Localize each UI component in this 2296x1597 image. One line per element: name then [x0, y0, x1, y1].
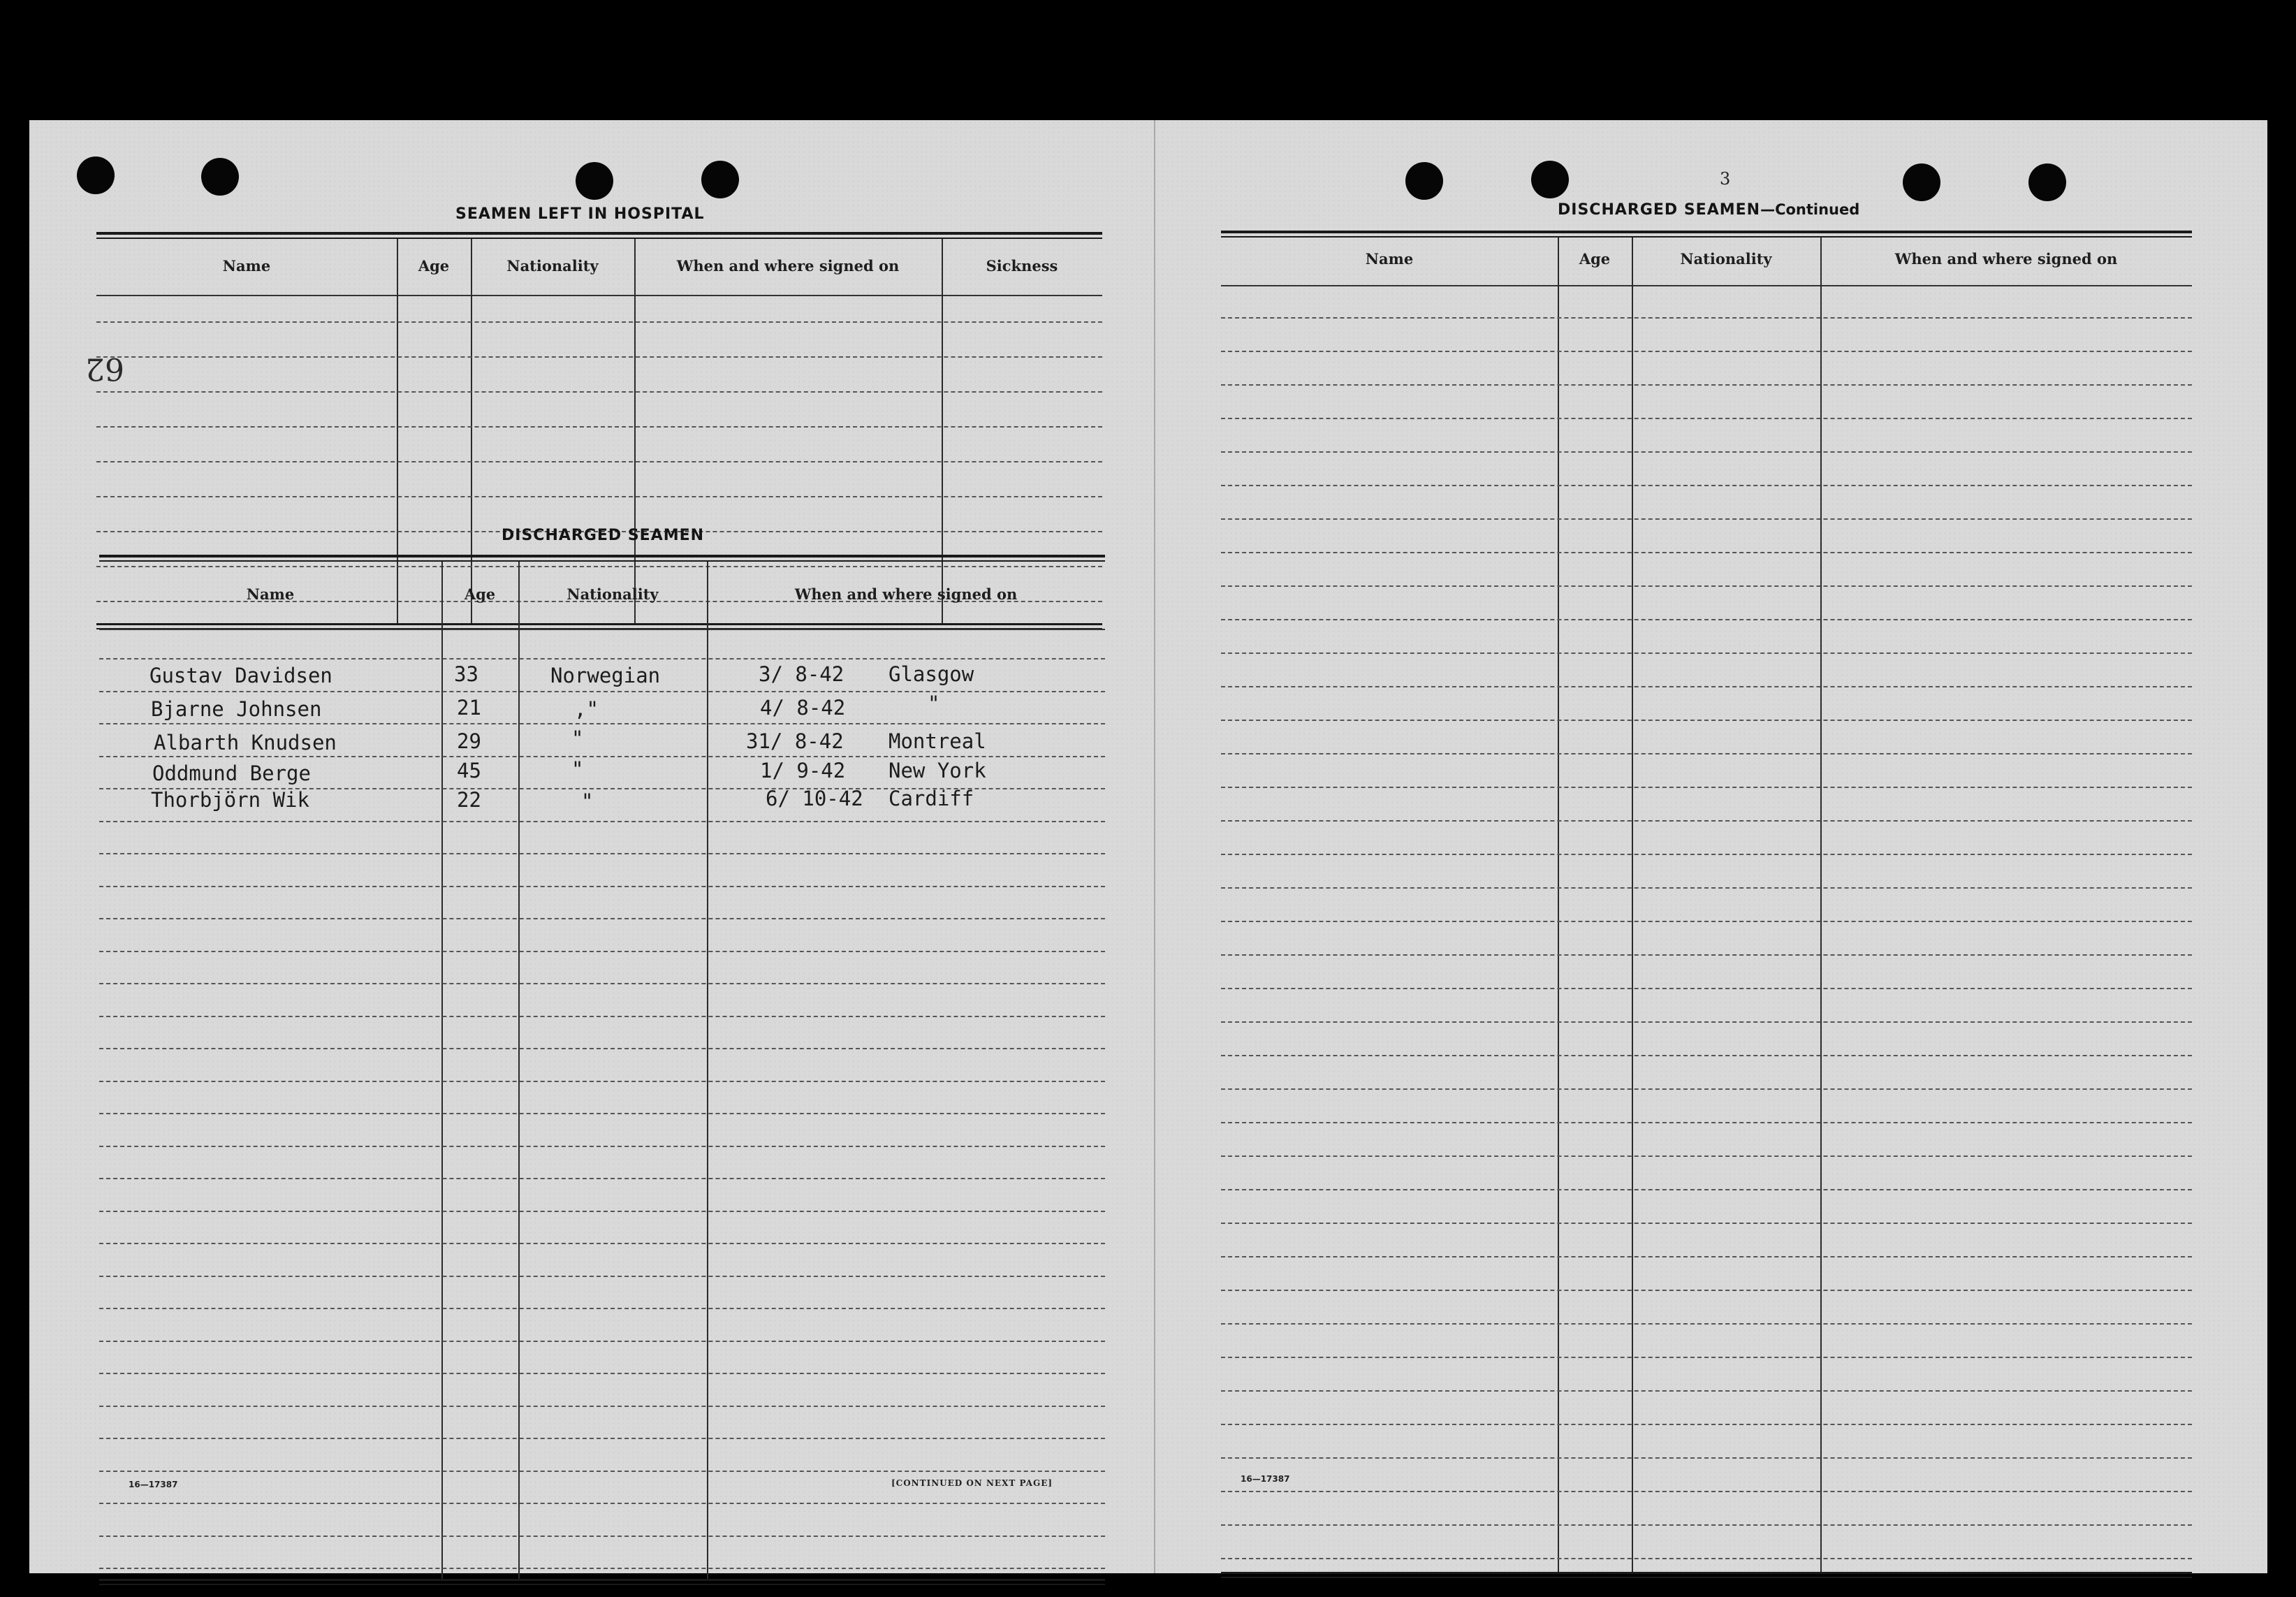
table-rule: [99, 1373, 1105, 1374]
seaman-age: 29: [457, 729, 481, 753]
signed-on-place: Glasgow: [889, 662, 974, 686]
punch-hole: [576, 162, 613, 200]
table-rule: [1221, 317, 2192, 319]
table-rule: [99, 1471, 1105, 1472]
seaman-name: Bjarne Johnsen: [151, 697, 322, 721]
seaman-nationality: ": [581, 789, 594, 813]
column-header-name: Name: [1365, 250, 1414, 268]
table-rule: [1221, 1088, 2192, 1090]
table-rule: [99, 1503, 1105, 1504]
column-header-age: Age: [1579, 250, 1611, 268]
table-rule: [1221, 1577, 2192, 1578]
discharged-continued-table: [1221, 231, 2192, 1586]
table-rule: [99, 1276, 1105, 1277]
table-rule: [99, 1584, 1105, 1585]
punch-hole: [1903, 163, 1940, 201]
punch-hole: [701, 161, 739, 198]
seaman-name: Albarth Knudsen: [154, 731, 337, 754]
table-rule: [99, 1146, 1105, 1147]
section-title-main: DISCHARGED SEAMEN: [1558, 201, 1761, 219]
seaman-age: 22: [457, 788, 481, 812]
table-rule: [1221, 1424, 2192, 1425]
table-rule: [1221, 887, 2192, 889]
table-rule: [99, 886, 1105, 887]
column-divider: [707, 562, 708, 1579]
table-rule: [1221, 820, 2192, 822]
table-rule: [99, 821, 1105, 822]
signed-on-date: 31/ 8-42: [746, 729, 844, 753]
left-page: [29, 120, 1155, 1573]
column-header-signed-on: When and where signed on: [676, 257, 900, 275]
table-rule: [96, 496, 1102, 497]
column-header-signed-on: When and where signed on: [794, 585, 1018, 603]
column-header-sickness: Sickness: [986, 257, 1058, 275]
table-rule: [1221, 552, 2192, 553]
table-rule: [96, 461, 1102, 462]
column-header-nationality: Nationality: [506, 257, 599, 275]
seaman-nationality: ": [571, 757, 584, 781]
signed-on-date: 6/ 10-42: [766, 787, 863, 810]
table-rule: [99, 1579, 1105, 1581]
seaman-nationality: ,": [574, 697, 599, 721]
column-divider: [441, 562, 443, 1579]
table-rule: [1221, 451, 2192, 453]
table-rule: [99, 658, 1105, 659]
signed-on-date: 4/ 8-42: [760, 696, 846, 720]
table-rule: [1221, 351, 2192, 352]
table-rule: [1221, 753, 2192, 754]
table-rule: [99, 1113, 1105, 1114]
column-header-nationality: Nationality: [566, 585, 659, 603]
table-rule: [1221, 1390, 2192, 1392]
signed-on-place: New York: [889, 759, 986, 782]
hospital-section-title: SEAMEN LEFT IN HOSPITAL: [455, 205, 705, 223]
table-rule: [1221, 1055, 2192, 1056]
table-rule: [1221, 585, 2192, 587]
punch-hole: [1531, 161, 1569, 198]
signed-on-date: 1/ 9-42: [760, 759, 846, 782]
signed-on-place: ": [928, 692, 940, 715]
column-header-age: Age: [418, 257, 450, 275]
form-number: 16—17387: [1241, 1474, 1290, 1484]
section-title-suffix: —Continued: [1760, 201, 1860, 218]
table-rule: [99, 723, 1105, 724]
table-rule: [99, 756, 1105, 757]
table-rule: [99, 788, 1105, 789]
right-page: [1155, 120, 2267, 1573]
table-rule: [99, 1243, 1105, 1244]
table-rule: [99, 691, 1105, 692]
table-rule: [1221, 1457, 2192, 1459]
seaman-name: Oddmund Berge: [152, 761, 311, 785]
seaman-nationality: Norwegian: [550, 664, 661, 687]
discharged-table: [99, 555, 1105, 1484]
column-header-age: Age: [464, 585, 496, 603]
table-rule: [99, 1308, 1105, 1309]
table-rule: [99, 853, 1105, 854]
column-header-name: Name: [222, 257, 271, 275]
table-rule: [1221, 1223, 2192, 1224]
continued-note: [CONTINUED ON NEXT PAGE]: [891, 1478, 1053, 1488]
table-rule: [99, 1178, 1105, 1179]
table-rule: [1221, 1558, 2192, 1559]
table-rule: [1221, 1021, 2192, 1023]
table-rule: [1221, 418, 2192, 419]
discharged-continued-title: [1558, 201, 1859, 219]
table-rule: [1221, 384, 2192, 386]
table-rule: [1221, 1323, 2192, 1325]
table-rule: [96, 295, 1102, 296]
seaman-age: 21: [457, 696, 481, 720]
table-rule: [1221, 1357, 2192, 1358]
table-rule: [96, 356, 1102, 358]
signed-on-place: Montreal: [889, 729, 986, 753]
table-rule: [1221, 921, 2192, 922]
table-rule: [1221, 619, 2192, 620]
table-rule: [1221, 1122, 2192, 1123]
table-rule: [96, 321, 1102, 323]
table-rule: [99, 1536, 1105, 1537]
table-rule: [99, 1081, 1105, 1082]
table-rule: [99, 1438, 1105, 1439]
column-divider: [518, 562, 520, 1579]
seaman-nationality: ": [571, 727, 584, 750]
table-rule: [1221, 1189, 2192, 1190]
table-rule: [99, 951, 1105, 952]
table-rule: [99, 1016, 1105, 1017]
signed-on-place: Cardiff: [889, 787, 974, 810]
table-rule: [1221, 1524, 2192, 1526]
table-rule: [1221, 1155, 2192, 1157]
table-rule: [99, 918, 1105, 919]
table-rule: [1221, 652, 2192, 654]
column-divider: [1820, 238, 1822, 1572]
table-rule: [99, 1568, 1105, 1569]
table-rule: [99, 1341, 1105, 1342]
punch-hole: [1405, 162, 1443, 200]
table-rule: [1221, 1256, 2192, 1257]
column-header-signed-on: When and where signed on: [1894, 250, 2118, 268]
column-header-nationality: Nationality: [1680, 250, 1772, 268]
punch-hole: [77, 156, 115, 194]
seaman-age: 33: [454, 662, 478, 686]
table-rule: [99, 1048, 1105, 1049]
table-rule: [1221, 485, 2192, 486]
table-rule: [1221, 720, 2192, 721]
page-number: 3: [1720, 169, 1731, 189]
table-rule: [1221, 518, 2192, 520]
punch-hole: [201, 158, 239, 196]
table-rule: [1221, 954, 2192, 956]
table-rule: [1221, 988, 2192, 989]
form-number: 16—17387: [129, 1480, 178, 1489]
table-rule: [99, 1406, 1105, 1407]
seaman-name: Gustav Davidsen: [149, 664, 332, 687]
seaman-age: 45: [457, 759, 481, 782]
column-header-name: Name: [246, 585, 295, 603]
column-divider: [1558, 238, 1559, 1572]
table-rule: [1221, 787, 2192, 788]
table-rule: [1221, 854, 2192, 855]
seaman-name: Thorbjörn Wik: [151, 788, 309, 812]
punch-hole: [2028, 163, 2066, 201]
table-rule: [1221, 1491, 2192, 1492]
table-rule: [1221, 1572, 2192, 1574]
table-rule: [96, 391, 1102, 393]
table-rule: [1221, 1290, 2192, 1291]
margin-mark: 62: [85, 351, 124, 386]
table-rule: [96, 426, 1102, 428]
column-divider: [1632, 238, 1633, 1572]
table-rule: [99, 983, 1105, 984]
discharged-section-title: DISCHARGED SEAMEN: [502, 527, 705, 544]
signed-on-date: 3/ 8-42: [759, 662, 844, 686]
table-rule: [1221, 285, 2192, 286]
table-rule: [1221, 686, 2192, 687]
table-rule: [99, 629, 1105, 630]
table-rule: [99, 1211, 1105, 1212]
